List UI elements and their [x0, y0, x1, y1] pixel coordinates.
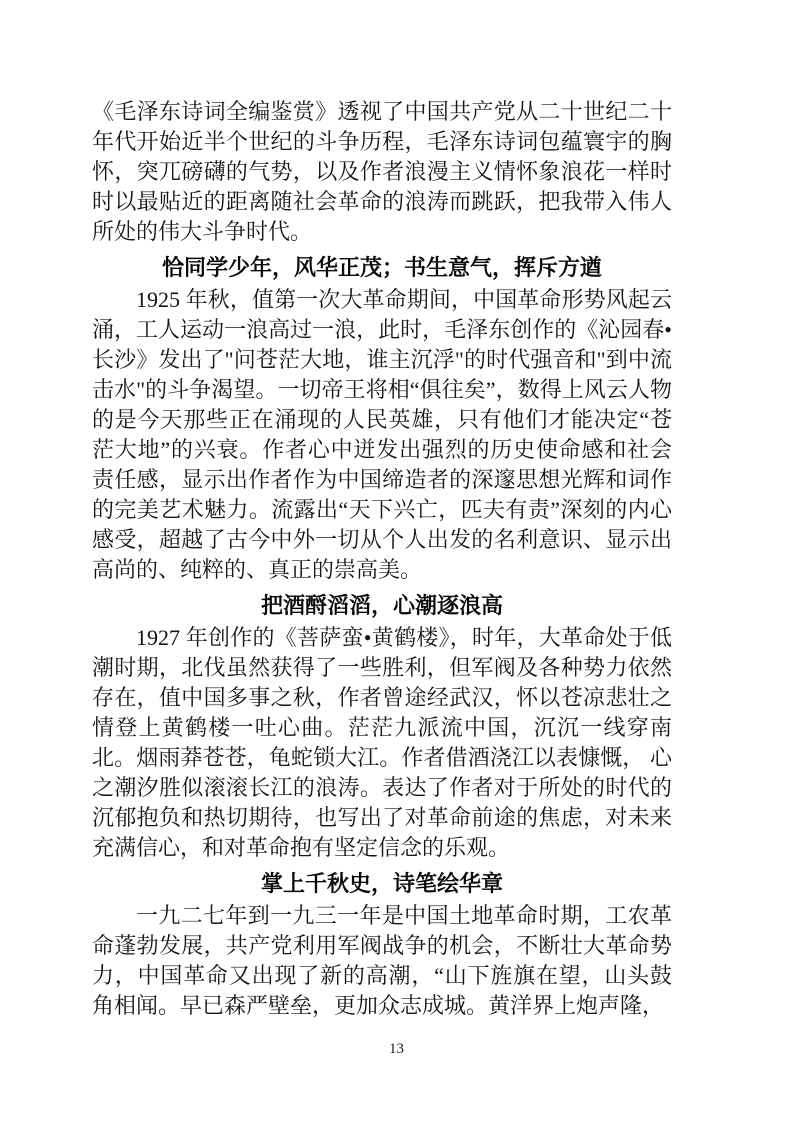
- paragraph-overview: 《毛泽东诗词全编鉴赏》透视了中国共产党从二十世纪二十年代开始近半个世纪的斗争历程，毛泽东诗词包蕴寰宇的胸怀，突兀磅礴的气势，以及作者浪漫主义情怀象浪花一样时时以最贴近的距离随社会革命的浪涛而跳跃，把我带入伟人所处的伟大斗争时代。: [92, 99, 672, 244]
- paragraph-land-revolution: 一九二七年到一九三一年是中国土地革命时期，工农革命蓬勃发展，共产党利用军阀战争的机会，不断壮大革命势力，中国革命又出现了新的高潮，“山下旌旗在望，山头鼓角相闻。早已森严壁垒，更加众志成城。黄洋界上炮声隆，: [92, 903, 672, 1018]
- section-heading-3: 掌上千秋史，诗笔绘华章: [260, 871, 503, 896]
- paragraph-1925-changsha: 1925 年秋，值第一次大革命期间，中国革命形势风起云涌，工人运动一浪高过一浪，此时，毛泽东创作的《沁园春•长沙》发出了"问苍茫大地，谁主沉浮"的时代强音和"到中流击水"的斗争渴望。一切帝王将相“俱往矣”，数得上风云人物的是今天那些正在涌现的人民英雄，只有他们才能决定“苍茫大地”的兴衰。作者心中迸发出强烈的历史使命感和社会责任感，显示出作者作为中国缔造者的深邃思想光辉和词作的完美艺术魅力。流露出“天下兴亡，匹夫有责”深刻的内心感受，超越了古今中外一切从个人出发的名利意识、显示出高尚的、纯粹的、真正的崇高美。: [92, 287, 672, 582]
- section-heading-1: 恰同学少年，风华正茂；书生意气，挥斥方遒: [161, 255, 602, 280]
- document-body: [92, 97, 672, 1021]
- section-heading-2: 把酒酹滔滔，心潮逐浪高: [260, 593, 503, 618]
- page-number: 13: [389, 1041, 404, 1057]
- paragraph-1927-huanghelou: 1927 年创作的《菩萨蛮•黄鹤楼》，时年，大革命处于低潮时期，北伐虽然获得了一些胜利，但军阀及各种势力依然存在，值中国多事之秋，作者曾途经武汉，怀以苍凉悲壮之情登上黄鹤楼一吐心曲。茫茫九派流中国，沉沉一线穿南北。烟雨莽苍苍，龟蛇锁大江。作者借酒浇江以表慷慨， 心之潮汐胜似滚滚长江的浪涛。表达了作者对于所处的时代的沉郁抱负和热切期待，也写出了对革命前途的焦虑，对未来充满信心，和对革命抱有坚定信念的乐观。: [92, 625, 672, 860]
